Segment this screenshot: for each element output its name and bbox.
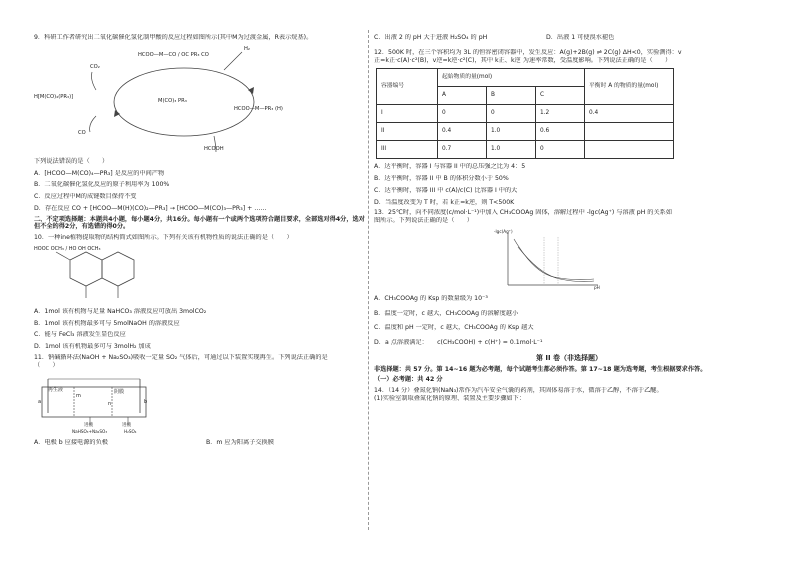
device-left-top: 再生液 <box>48 387 64 394</box>
species-left: H[M(CO)₄(PR₃)] <box>34 93 74 100</box>
cell-eq <box>585 141 674 159</box>
q11-option-c: C．出液 2 的 pH 大于进液 H₂SO₄ 的 pH <box>374 34 488 41</box>
header-start: 起始物质的量(mol) <box>438 69 585 87</box>
label-co: CO <box>78 129 86 136</box>
cell-b: 1.0 <box>487 123 536 141</box>
q9-option-d: D．存在反应 CO + [HCOO—M(H)(CO)₂—PR₃] → [HCOO—M(CO)₃—PR₃] + …… <box>34 204 267 212</box>
q10-structure <box>34 246 154 304</box>
electrolysis-cell-figure <box>34 373 154 435</box>
q14-line2: (1)实验室制取叠氮化钠的原理、装置及主要步骤如下： <box>374 394 526 402</box>
subheader-a: A <box>438 87 487 105</box>
q12-data-table <box>376 68 674 159</box>
device-inlet-right-sub: H₂SO₄ <box>124 429 137 435</box>
q11-options-row <box>34 439 366 447</box>
header-container: 容器编号 <box>377 69 438 105</box>
q10-option-a: A．1mol 该有机物与足量 NaHCO₃ 溶液反应可放出 3molCO₂ <box>34 307 207 315</box>
q9-option-b: B．二氧化碳催化氢化反应的原子利用率为 100% <box>34 181 170 189</box>
q11-stem: 11．钠碱循环法(NaOH + Na₂SO₃)吸收一定量 SO₂ 气体后，可通过以下装置实现再生。下列说法正确的是 <box>34 353 328 361</box>
species-top: HCOO—M—CO / OC PR₃ CO <box>138 51 209 58</box>
device-inlet-left-sub: NaHSO₃+Na₂SO₃ <box>72 429 107 435</box>
device-anion-membrane: 阴膜 <box>114 389 125 396</box>
device-label-a: a <box>38 399 42 406</box>
q13-option-a: A．CH₃COOAg 的 Ksp 的数量级为 10⁻³ <box>374 294 488 302</box>
subheader-c: C <box>536 87 585 105</box>
cell-a: 0 <box>438 105 487 123</box>
q9-stem: 9．科研工作者研究出二氧化碳催化氢化制甲酸的反应过程如图所示(其中M为过渡金属，R表示烷基)。 <box>34 34 313 41</box>
q10-option-b: B．1mol 该有机物最多可与 5molNaOH 的溶液反应 <box>34 319 180 327</box>
cell-c: 0.6 <box>536 123 585 141</box>
cell-b: 1.0 <box>487 141 536 159</box>
subheader-b: B <box>487 87 536 105</box>
q13-figure <box>494 229 604 291</box>
q13-option-c: C．温度和 pH 一定时，c 越大，CH₃COOAg 的 Ksp 越大 <box>374 324 534 332</box>
cell-eq: 0.4 <box>585 105 674 123</box>
q13-stem2: 图所示。下列说法正确的是（ ） <box>374 217 473 224</box>
q13-option-b: B．温度一定时，c 越大，CH₃COOAg 的溶解度越小 <box>374 309 519 317</box>
label-co2: CO₂ <box>90 63 100 70</box>
q13-ylabel: -lgc(Ag⁺) <box>494 228 513 234</box>
device-membrane-n: n <box>108 401 112 408</box>
cell-id: III <box>377 141 438 159</box>
label-hcooh: HCOOH <box>204 145 224 152</box>
q12-option-b: B．达平衡时，容器 II 中 B 的体积分数小于 50% <box>374 175 509 182</box>
cell-id: I <box>377 105 438 123</box>
cell-id: II <box>377 123 438 141</box>
device-label-b: b <box>144 399 148 406</box>
part2-desc: 非选择题：共 57 分。第 14~16 题为必考题，每个试题考生都必须作答。第 17~18 题为选考题，考生根据要求作答。 <box>374 365 707 373</box>
cell-b: 0 <box>487 105 536 123</box>
q12-option-c: C．达平衡时，容器 III 中 c(A)/c(C) 比容器 I 中的大 <box>374 186 518 194</box>
cell-eq <box>585 123 674 141</box>
q11-option-a: A．电极 b 应接电源的负极 <box>34 439 108 447</box>
q9-cycle-diagram <box>34 46 334 154</box>
q10-option-d: D．1mol 该有机物最多可与 3molH₂ 加成 <box>34 343 151 350</box>
q9-question: 下列说法错误的是（ ） <box>34 157 109 165</box>
device-inlet-right: 进液 <box>122 423 132 429</box>
header-equil: 平衡时 A 的物质的量(mol) <box>585 69 674 105</box>
part2-title: 第 II 卷（非选择题） <box>535 353 603 362</box>
q10-stem: 10．一种ine植物提取物的结构简式如图所示。下列有关该有机物性质的说法正确的是（ ） <box>34 234 293 241</box>
q14-line1: 14．（14 分）叠氮化钠(NaN₃)常作为汽车安全气囊的药剂，其固体易溶于水，微溶于乙醇，不溶于乙醚。 <box>374 387 663 394</box>
table-row <box>377 105 674 123</box>
q11-paren: （ ） <box>34 361 59 369</box>
right-column <box>374 34 764 403</box>
q13-graph <box>494 229 604 291</box>
q13-xlabel: pH <box>594 284 600 290</box>
cell-a: 0.7 <box>438 141 487 159</box>
molecule-structure-figure <box>34 246 154 304</box>
structure-label: HOOC OCH₃ / HO OH OCH₃ <box>34 245 101 252</box>
table-row <box>377 123 674 141</box>
q10-option-c: C．能与 FeCl₃ 溶液发生显色反应 <box>34 331 126 339</box>
device-membrane-m: m <box>76 393 81 400</box>
species-right: HCOO—M—PR₃ (H) <box>234 105 283 112</box>
label-h2: H₂ <box>244 45 250 52</box>
q12-option-d: D．当温度改变为 T 时，若 k正=k逆，则 T<500K <box>374 198 515 206</box>
q13-stem: 13．25℃时，向不同浓度(c/mol·L⁻¹)中加入 CH₃COOAg 固体，溶解过程中 -lgc(Ag⁺) 与溶液 pH 的关系如 <box>374 209 673 217</box>
q9-option-a: A．[HCOO—M(CO)₄—PR₃] 是反应的中间产物 <box>34 169 165 177</box>
q12-option-a: A．达平衡时，容器 I 与容器 II 中的总压强之比为 4：5 <box>374 163 526 171</box>
column-divider <box>368 30 369 530</box>
table-row <box>377 141 674 159</box>
q11-option-b: B．m 应为阳离子交换膜 <box>205 439 274 447</box>
cell-c: 1.2 <box>536 105 585 123</box>
section2-heading: 二、不定项选择题：本题共4小题，每小题4分，共16分。每小题有一个或两个选项符合题目要求，全部选对得4分，选对但不全的得2分，有选错的得0分。 <box>34 215 365 231</box>
q11-continued-options <box>374 34 764 42</box>
left-column <box>34 34 366 447</box>
q12-stem-line2: 正=k正·c(A)·c²(B)，v逆=k逆·c²(C)，其中 k正、k逆 为速率常数，受温度影响。下列说法正确的是（ ） <box>374 56 672 64</box>
table-header-row <box>377 69 674 87</box>
cell-a: 0.4 <box>438 123 487 141</box>
q9-option-c: C．反应过程中M的成键数目保持不变 <box>34 193 137 200</box>
cell-c: 0 <box>536 141 585 159</box>
species-center: M(CO)₃ PR₃ <box>158 97 187 104</box>
device-inlet-left: 进液 <box>84 423 94 429</box>
part2-sub1: （一）必考题：共 42 分 <box>374 376 443 384</box>
q11-option-d: D．出液 1 可使溴水褪色 <box>545 34 615 41</box>
q11-electrolysis-device <box>34 373 154 435</box>
q12-stem-line1: 12．500K 时，在三个容积均为 3L 的恒容密闭容器中，发生反应：A(g)+2B(g) ⇌ 2C(g) ΔH<0，实验测得：v <box>374 48 682 56</box>
q13-option-d: D．a 点溶液满足： c(CH₃COOH) + c(H⁺) = 0.1mol·L⁻¹ <box>374 339 543 346</box>
